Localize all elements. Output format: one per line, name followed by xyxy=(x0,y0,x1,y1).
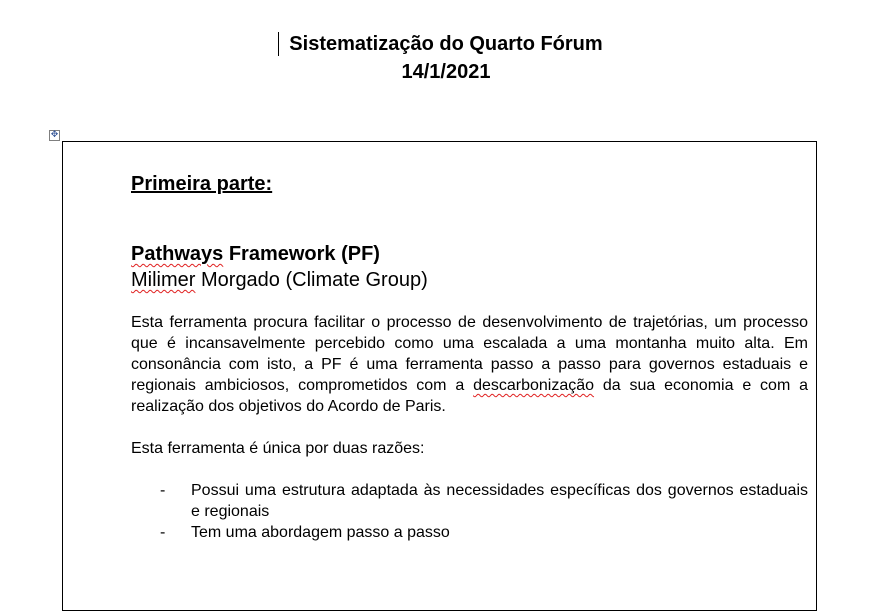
paragraph-text: da sua economia e com a realização dos objetivos do Acordo de Paris. xyxy=(131,377,808,415)
move-cross-icon[interactable]: ✥ xyxy=(50,130,59,140)
reasons-paragraph: Esta ferramenta é única por duas razões: xyxy=(131,440,425,457)
list-item-text: Possui uma estrutura adaptada às necessidades específicas dos governos estaduais e regionais xyxy=(191,482,808,520)
pathways-author-rest: Morgado (Climate Group) xyxy=(195,269,428,291)
list-item xyxy=(131,522,808,543)
text-cursor xyxy=(278,32,279,56)
table-content xyxy=(131,170,808,543)
spellcheck-word[interactable]: descarbonização xyxy=(473,377,595,394)
pathways-title-rest: Framework (PF) xyxy=(223,243,380,265)
list-dash: - xyxy=(160,524,166,541)
list-item-text: Tem uma abordagem passo a passo xyxy=(191,524,450,541)
paragraph-text: Esta ferramenta procura facilitar o processo de desenvolvimento de trajetórias, um processo que é incansavelmente percebido como uma escalada a uma montanha muito alta. Em consonância com isto, a PF é uma ferramenta passo a passo para governos estaduais e regionais ambiciosos, comprometidos com a xyxy=(131,314,808,394)
document-title: Sistematização do Quarto Fórum xyxy=(289,33,603,55)
spellcheck-word[interactable]: Pathways xyxy=(131,243,224,265)
list-item xyxy=(131,480,808,522)
reasons-list xyxy=(131,480,808,543)
pathways-author xyxy=(131,267,808,293)
intro-paragraph xyxy=(131,312,808,417)
section-heading: Primeira parte: xyxy=(131,173,273,195)
list-dash: - xyxy=(160,482,166,499)
pathways-title xyxy=(131,241,808,267)
spellcheck-word[interactable]: Milimer xyxy=(131,269,196,291)
document-date: 14/1/2021 xyxy=(401,61,491,83)
document-header xyxy=(0,30,872,86)
